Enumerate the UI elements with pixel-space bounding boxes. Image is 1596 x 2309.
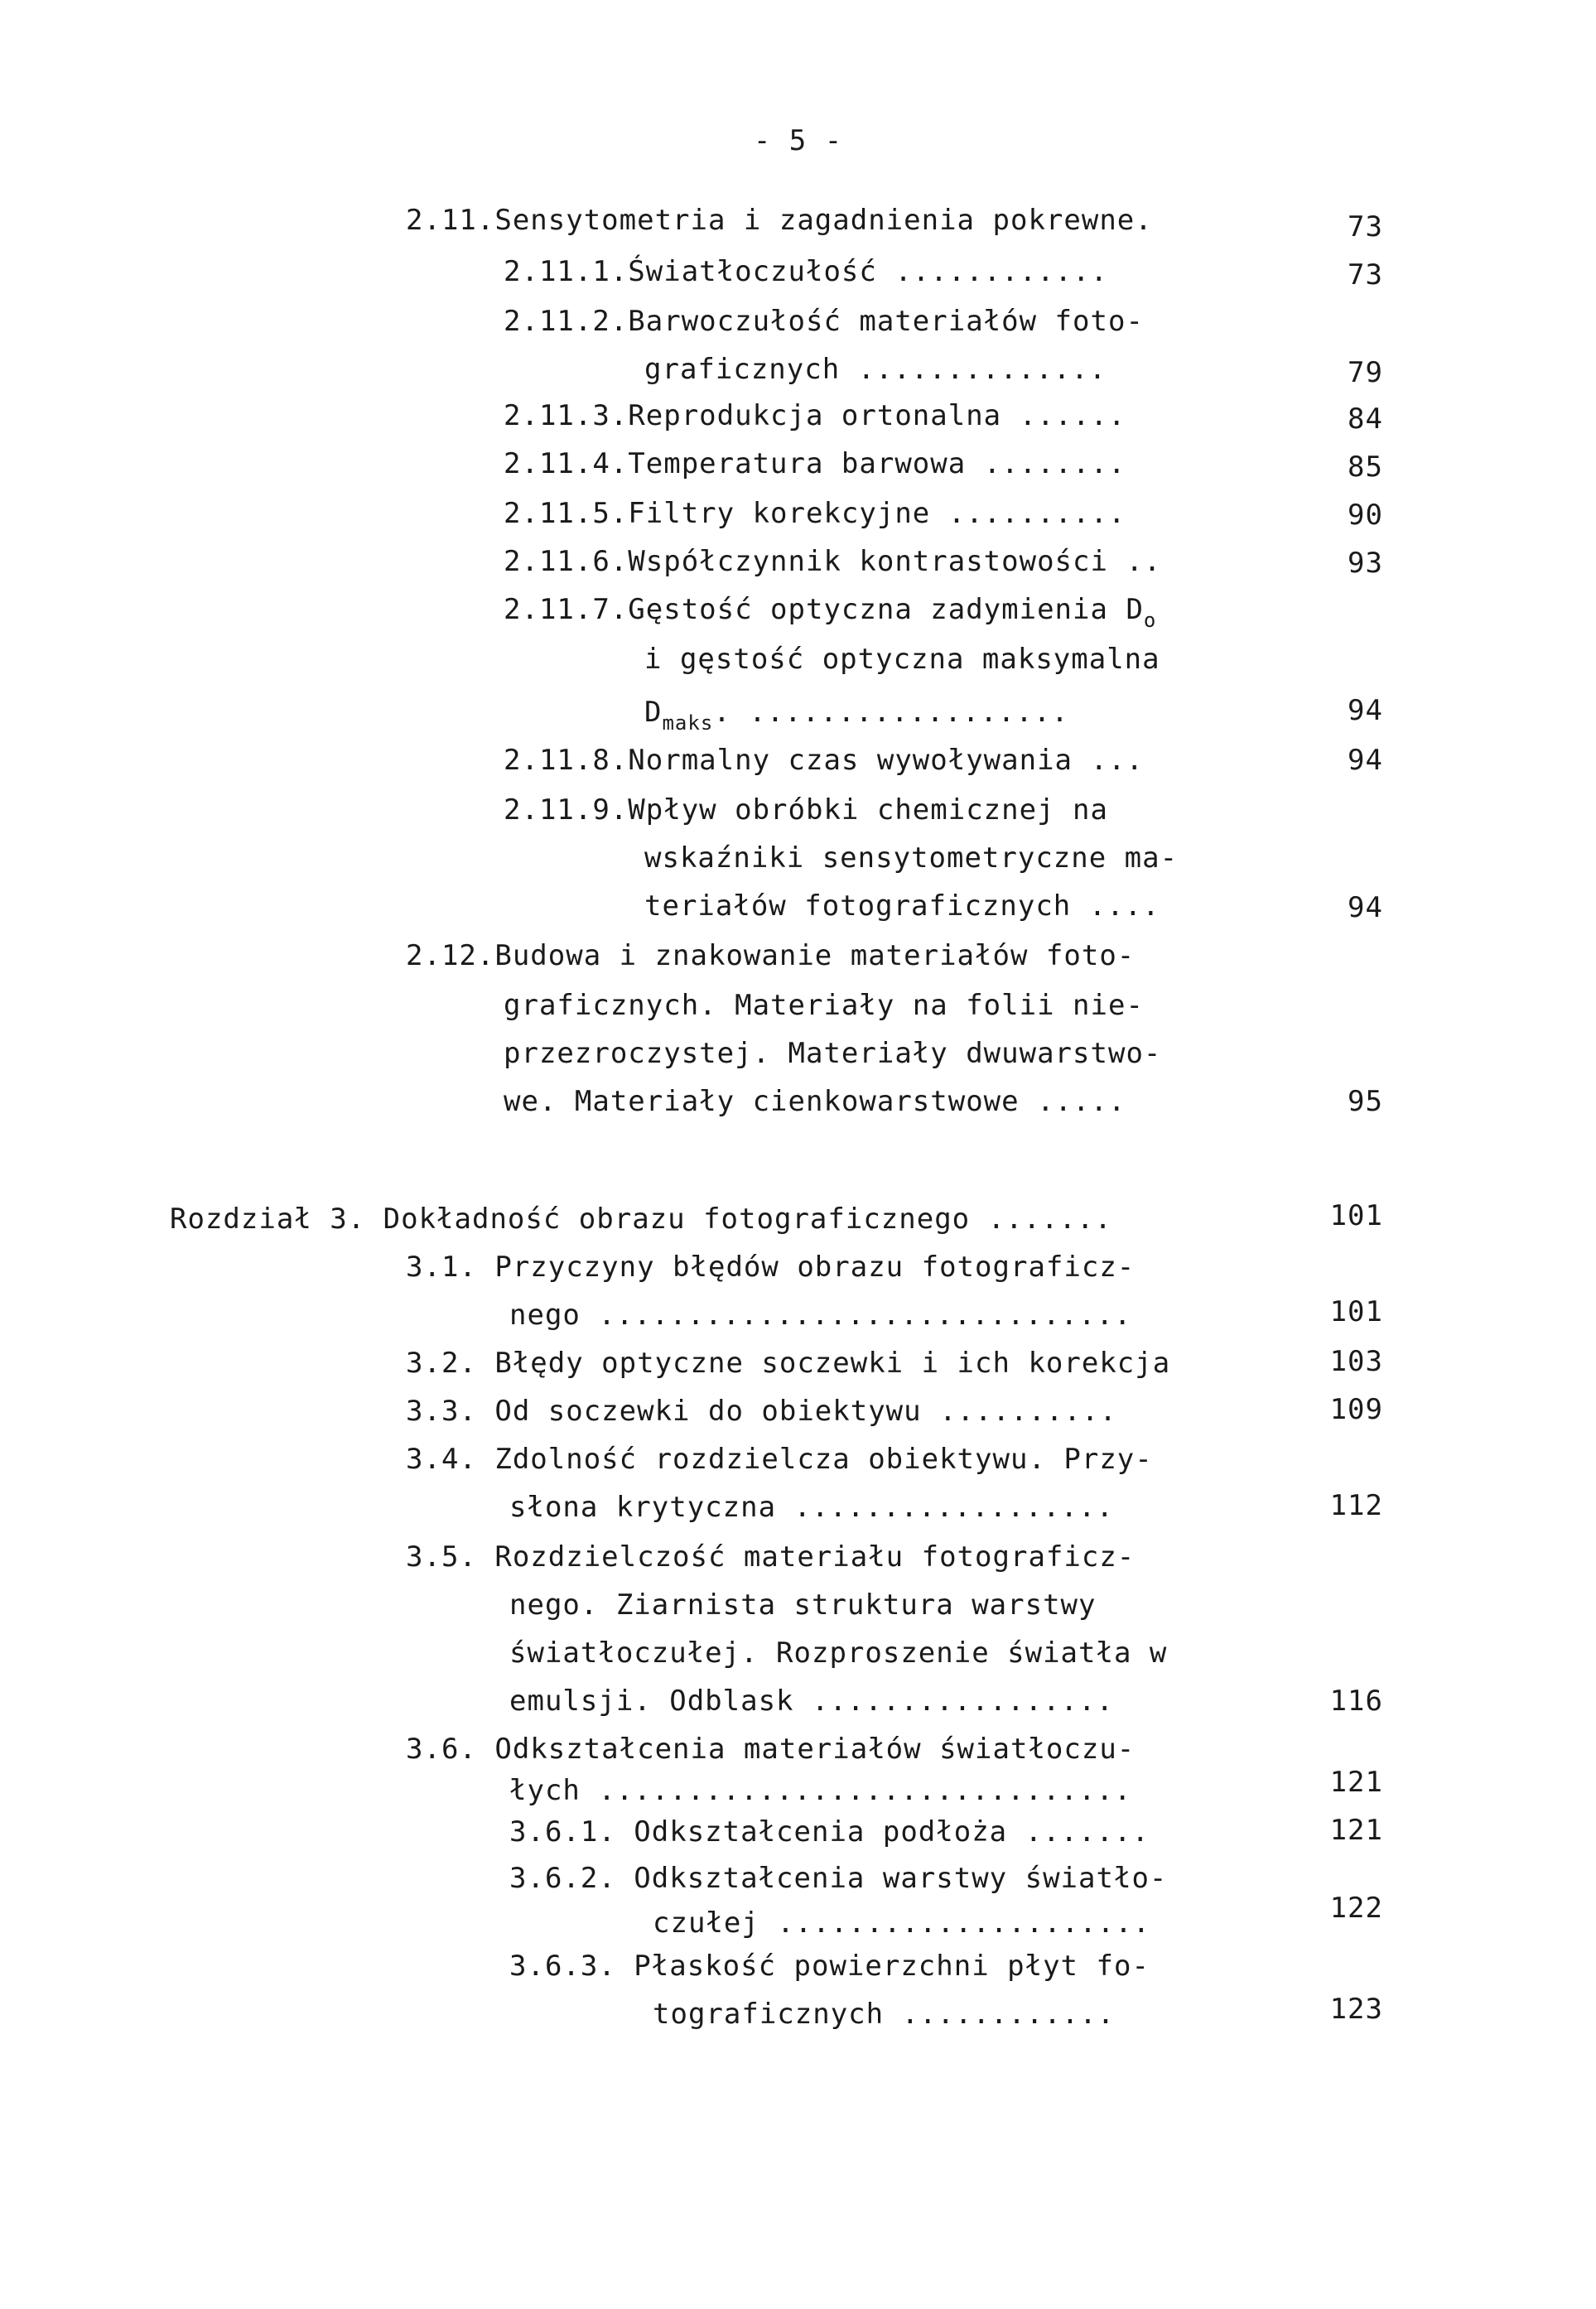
toc-entry-2-12-cont2: przezroczystej. Materiały dwuwarstwo-	[504, 1037, 1162, 1070]
toc-entry-3-4-cont: słona krytyczna ..................	[509, 1491, 1114, 1524]
toc-entry-3-5-cont1: nego. Ziarnista struktura warstwy	[509, 1588, 1097, 1622]
toc-entry-3-5-cont2: światłoczułej. Rozproszenie światła w	[509, 1637, 1168, 1670]
subscript-o: o	[1143, 609, 1157, 632]
toc-page-3-2: 103	[1329, 1345, 1383, 1378]
toc-entry-2-11-2: 2.11.2.Barwoczułość materiałów foto-	[504, 305, 1144, 338]
toc-page-2-11: 73	[1348, 210, 1383, 243]
toc-entry-3-3: 3.3. Od soczewki do obiektywu ..........	[406, 1395, 1117, 1428]
toc-chapter-3: Rozdział 3. Dokładność obrazu fotograficznego .......	[170, 1203, 1112, 1236]
toc-entry-3-6-1: 3.6.1. Odkształcenia podłoża .......	[509, 1815, 1150, 1849]
toc-page-3-6: 121	[1329, 1766, 1383, 1799]
toc-page-2-11-2: 79	[1348, 356, 1383, 389]
toc-entry-2-11-3: 2.11.3.Reprodukcja ortonalna ......	[504, 399, 1126, 432]
toc-entry-3-6-3: 3.6.3. Płaskość powierzchni płyt fo-	[509, 1950, 1150, 1983]
toc-entry-2-11-4: 2.11.4.Temperatura barwowa ........	[504, 447, 1126, 480]
toc-entry-2-11-2-cont: graficznych ..............	[644, 353, 1107, 386]
toc-entry-3-5: 3.5. Rozdzielczość materiału fotograficz-	[406, 1540, 1136, 1574]
toc-page-2-11-9: 94	[1348, 891, 1383, 924]
toc-entry-3-1: 3.1. Przyczyny błędów obrazu fotograficz-	[406, 1251, 1136, 1284]
toc-page-2-11-7: 94	[1348, 694, 1383, 727]
toc-page-2-11-3: 84	[1348, 403, 1383, 436]
toc-page-2-11-4: 85	[1348, 451, 1383, 484]
toc-entry-3-2: 3.2. Błędy optyczne soczewki i ich korekcja	[406, 1347, 1171, 1380]
toc-entry-2-11-5: 2.11.5.Filtry korekcyjne ..........	[504, 497, 1126, 530]
toc-page-2-12: 95	[1348, 1085, 1383, 1118]
toc-entry-2-12-cont3: we. Materiały cienkowarstwowe .....	[504, 1085, 1126, 1118]
toc-entry-2-11-7-cont: i gęstość optyczna maksymalna	[644, 643, 1160, 676]
toc-entry-3-6: 3.6. Odkształcenia materiałów światłoczu-	[406, 1733, 1136, 1766]
toc-page-3-5: 116	[1329, 1685, 1383, 1718]
toc-page-2-11-6: 93	[1348, 547, 1383, 580]
dmaks-symbol: D	[644, 696, 663, 729]
toc-entry-2-11-1: 2.11.1.Światłoczułość ............	[504, 255, 1108, 288]
toc-entry-2-12: 2.12.Budowa i znakowanie materiałów foto-	[406, 939, 1136, 972]
toc-entry-2-11-7	[504, 591, 1157, 632]
toc-entry-2-11-9-cont2: teriałów fotograficznych ....	[644, 889, 1160, 923]
toc-entry-2-11-8: 2.11.8.Normalny czas wywoływania ...	[504, 744, 1144, 777]
toc-page-chapter-3: 101	[1329, 1199, 1383, 1232]
toc-entry-2-12-cont1: graficznych. Materiały na folii nie-	[504, 989, 1144, 1022]
toc-page-2-11-8: 94	[1348, 744, 1383, 777]
toc-entry-3-5-cont3: emulsji. Odblask .................	[509, 1685, 1114, 1718]
toc-page-3-4: 112	[1329, 1489, 1383, 1522]
toc-entry-2-11-7-dmaks	[644, 694, 1069, 735]
toc-entry-3-6-2: 3.6.2. Odkształcenia warstwy światło-	[509, 1862, 1168, 1895]
toc-entry-3-4: 3.4. Zdolność rozdzielcza obiektywu. Przy-	[406, 1443, 1153, 1476]
toc-page-3-1: 101	[1329, 1295, 1383, 1328]
toc-entry-3-6-cont: łych ..............................	[509, 1774, 1132, 1807]
toc-entry-2-11-6: 2.11.6.Współczynnik kontrastowości ..	[504, 545, 1162, 578]
toc-entry-2-11-9-cont1: wskaźniki sensytometryczne ma-	[644, 841, 1179, 875]
toc-entry-2-11-9: 2.11.9.Wpływ obróbki chemicznej na	[504, 793, 1108, 827]
toc-page-3-6-2: 122	[1329, 1892, 1383, 1925]
toc-page-2-11-5: 90	[1348, 499, 1383, 532]
toc-page-3-3: 109	[1329, 1393, 1383, 1426]
toc-entry-3-6-2-cont: czułej .....................	[653, 1906, 1151, 1940]
page-number: - 5 -	[753, 124, 843, 157]
toc-entry-3-1-cont: nego ..............................	[509, 1299, 1132, 1332]
subscript-maks: maks	[662, 711, 714, 735]
toc-entry-2-11-7-text: 2.11.7.Gęstość optyczna zadymienia D	[504, 593, 1144, 626]
toc-entry-2-11: 2.11.Sensytometria i zagadnienia pokrewne.	[406, 204, 1153, 237]
toc-page-3-6-1: 121	[1329, 1814, 1383, 1847]
toc-entry-3-6-3-cont: tograficznych ............	[653, 1998, 1116, 2031]
toc-page-2-11-1: 73	[1348, 258, 1383, 292]
toc-page-3-6-3: 123	[1329, 1993, 1383, 2026]
toc-dots: . ..................	[713, 696, 1069, 729]
